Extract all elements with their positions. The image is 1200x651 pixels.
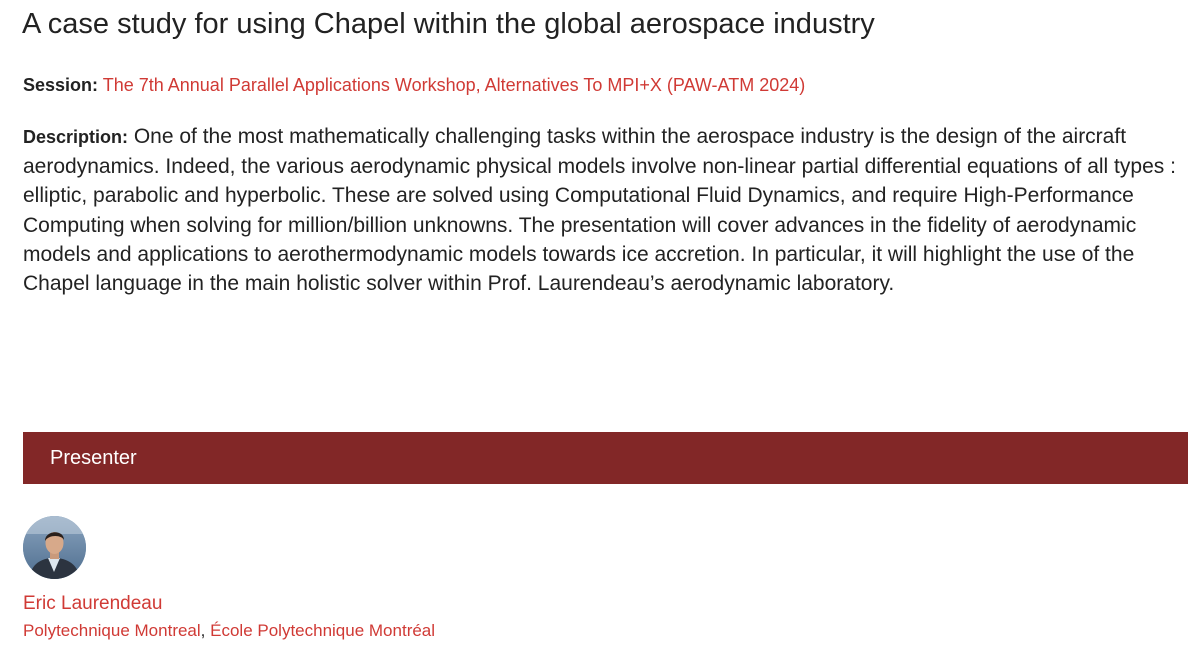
person-photo-icon (23, 516, 86, 579)
session-label: Session: (23, 75, 99, 95)
description-text: One of the most mathematically challenging tasks within the aerospace industry is the design of the aircraft aerodynamics. Indeed, the various aerodynamic physical models involve non-linear partial differential equations of all types : elliptic, parabolic and hyperbolic. These are solved using Computational Fluid Dynamics, and require High-Performance Computing when solving for million/billion unknowns. The presentation will cover advances in the fidelity of aerodynamic models and applications to aerothermodynamic models towards ice accretion. In particular, it will highlight the use of the Chapel language in the main holistic solver within Prof. Laurendeau’s aerodynamic laboratory. (23, 125, 1176, 296)
description-label: Description: (23, 127, 129, 147)
session-link[interactable]: The 7th Annual Parallel Applications Workshop, Alternatives To MPI+X (PAW-ATM 2024) (102, 75, 806, 95)
page-title: A case study for using Chapel within the global aerospace industry (22, 8, 875, 40)
session-line (23, 72, 805, 98)
presenter-section-title: Presenter (50, 446, 137, 469)
affiliation-link[interactable]: École Polytechnique Montréal (210, 621, 436, 640)
description (23, 122, 1183, 298)
presenter-name (23, 592, 162, 616)
presenter-name-link[interactable]: Eric Laurendeau (23, 593, 163, 614)
presenter-affiliations (23, 619, 435, 643)
affiliation-link[interactable]: Polytechnique Montreal (23, 621, 201, 640)
presenter-section-header (23, 432, 1188, 484)
presenter-avatar[interactable] (23, 516, 86, 579)
affiliation-separator: , (200, 621, 211, 640)
